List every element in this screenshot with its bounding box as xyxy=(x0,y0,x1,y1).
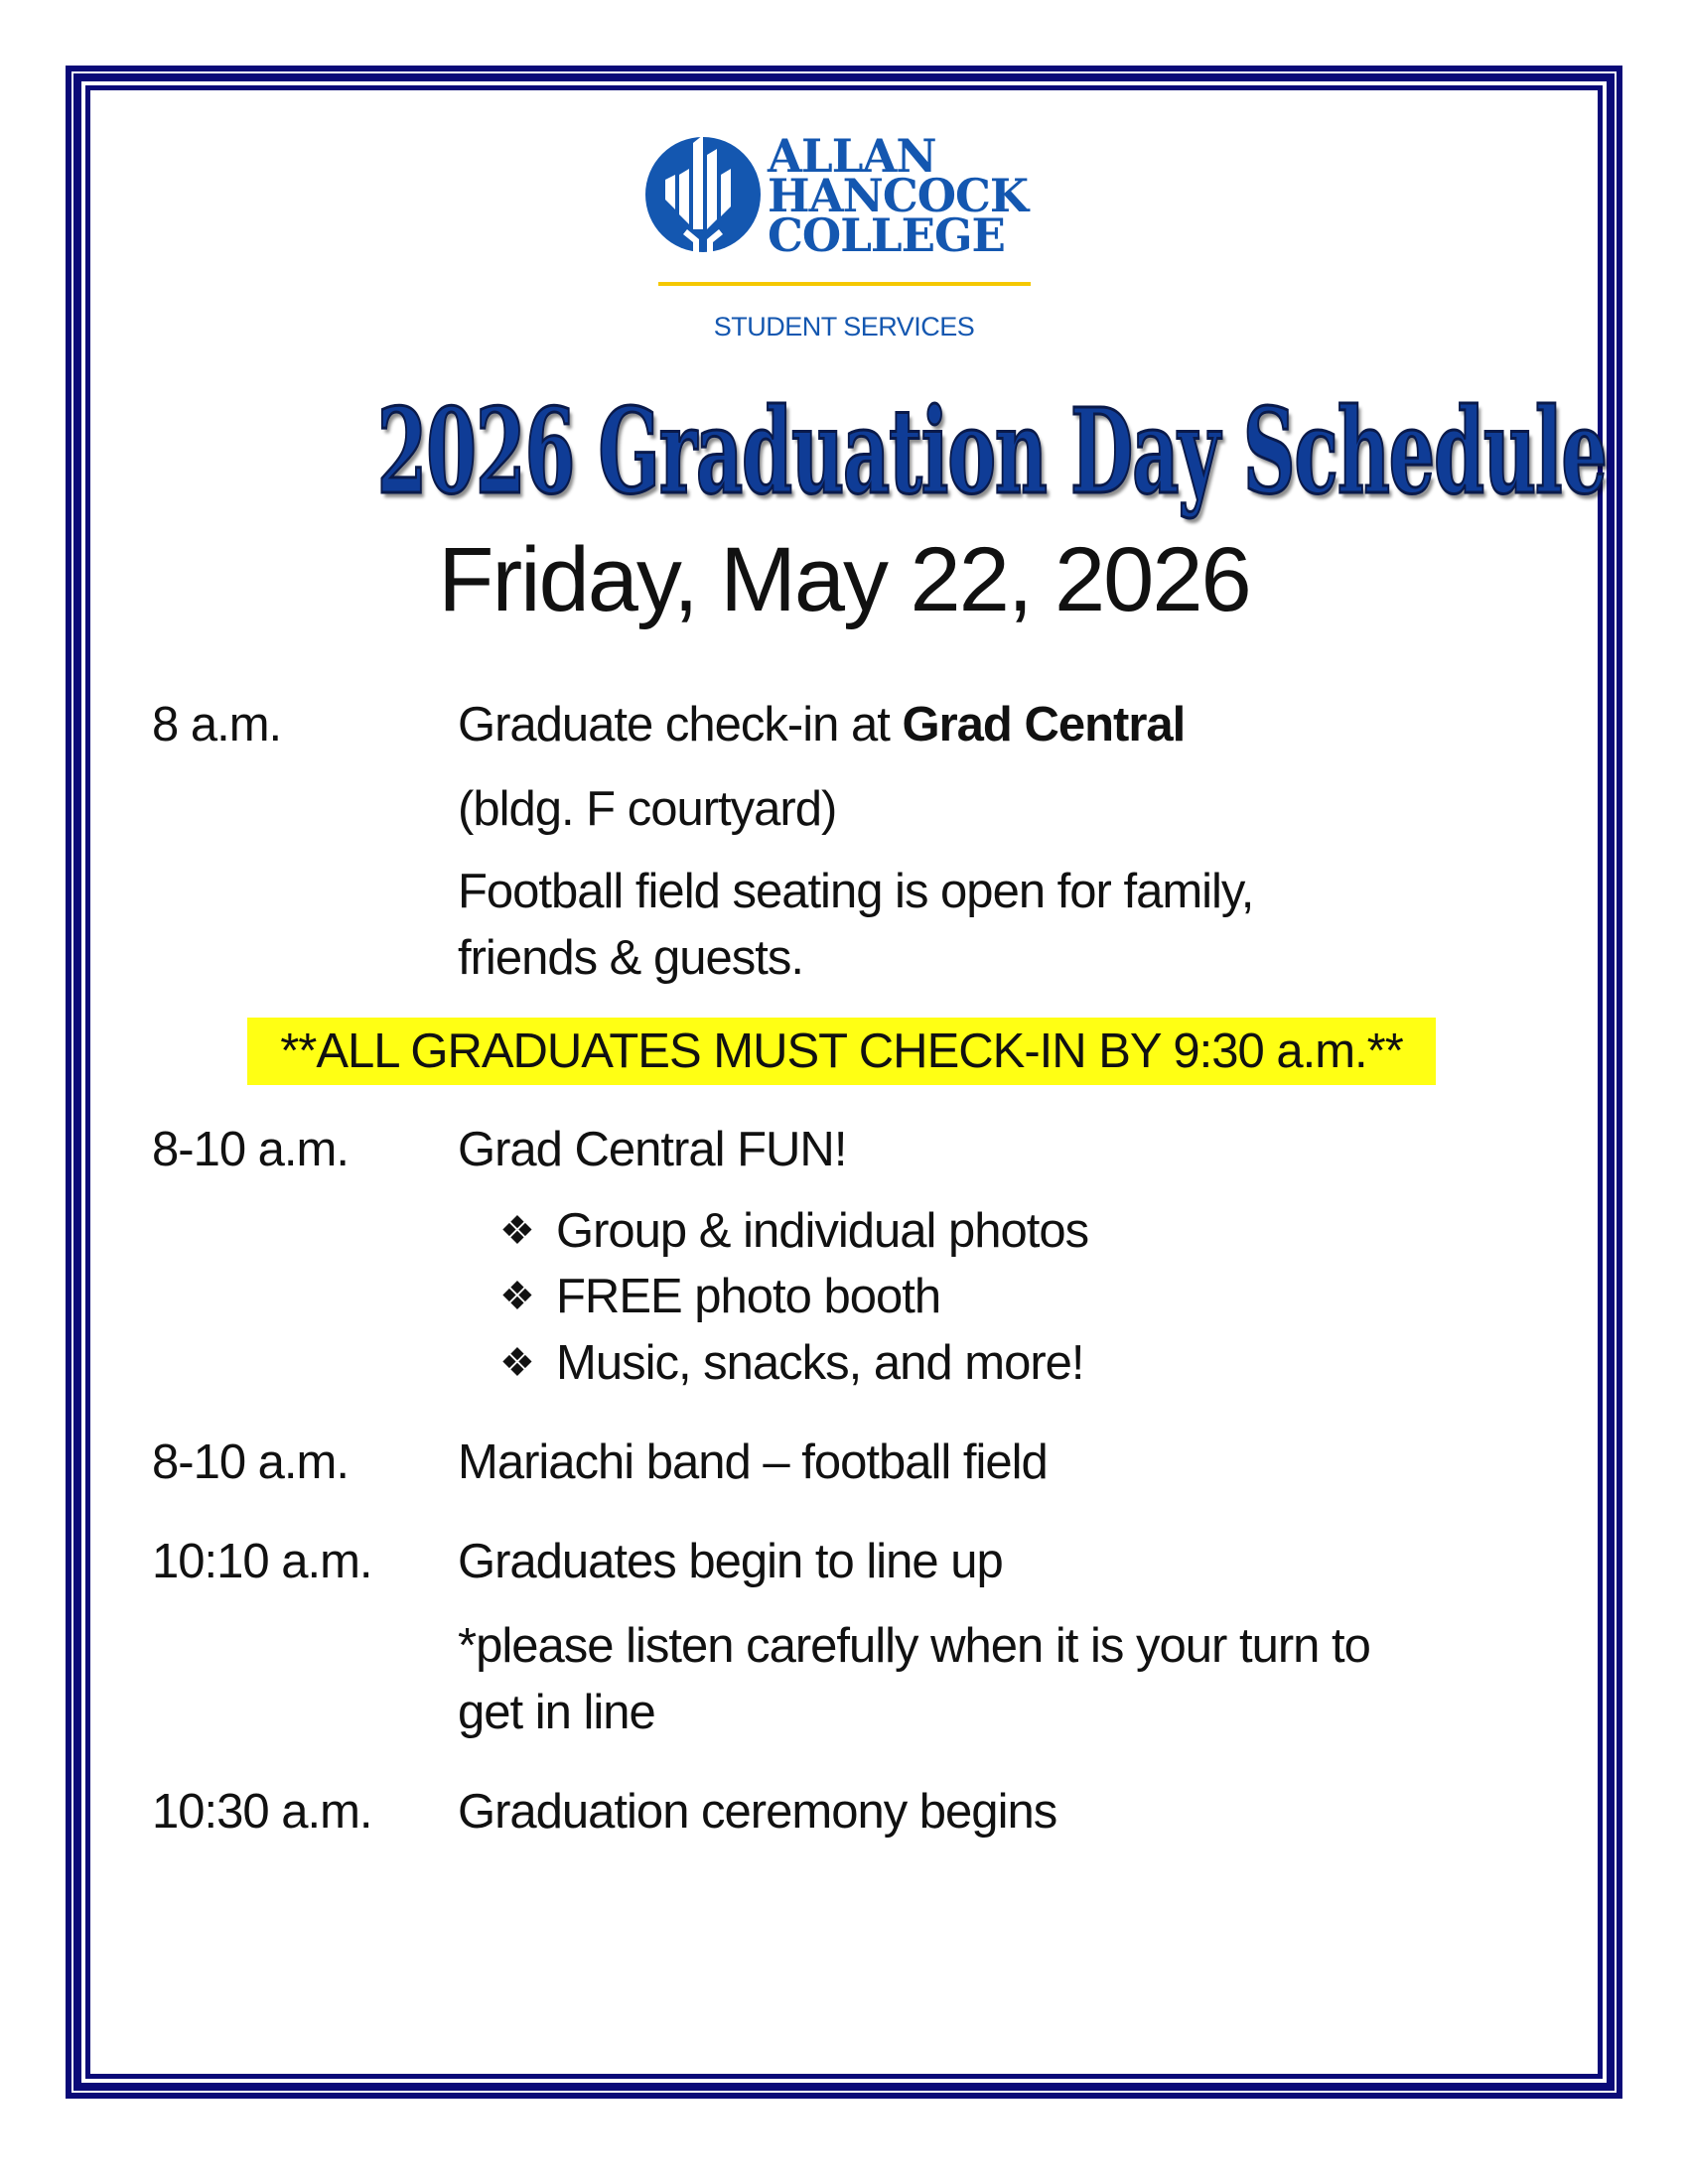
logo-line-allan: ALLAN xyxy=(768,129,936,183)
schedule-time: 10:30 a.m. xyxy=(152,1785,372,1839)
diamond-bullet-icon: ❖ xyxy=(499,1341,534,1385)
schedule-item-text: *please listen carefully when it is your turn to xyxy=(458,1619,1370,1673)
college-emblem-icon xyxy=(643,135,763,254)
schedule-item-text xyxy=(458,695,1185,754)
schedule-item-text: Grad Central FUN! xyxy=(458,1123,847,1176)
checkin-deadline-notice: **ALL GRADUATES MUST CHECK-IN BY 9:30 a.m.** xyxy=(247,1018,1436,1085)
schedule-time: 8 a.m. xyxy=(152,698,282,751)
schedule-time: 8-10 a.m. xyxy=(152,1123,349,1176)
schedule-item-text: Mariachi band – football field xyxy=(458,1435,1048,1489)
logo-line-college: COLLEGE xyxy=(768,208,1005,262)
logo-line-hancock: HANCOCK xyxy=(768,169,1029,222)
schedule-item-text: get in line xyxy=(458,1686,655,1739)
page-title xyxy=(0,382,1688,520)
diamond-bullet-icon: ❖ xyxy=(499,1275,534,1318)
bullet-item: Group & individual photos xyxy=(556,1204,1089,1258)
checkin-location: Grad Central xyxy=(902,698,1186,751)
schedule-item-text: Graduation ceremony begins xyxy=(458,1785,1057,1839)
bullet-item: FREE photo booth xyxy=(556,1270,941,1323)
page-title-text: 2026 Graduation Day Schedule xyxy=(376,382,1607,520)
schedule-item-text: (bldg. F courtyard) xyxy=(458,782,837,836)
logo-divider xyxy=(658,282,1031,286)
diamond-bullet-icon: ❖ xyxy=(499,1209,534,1253)
event-date: Friday, May 22, 2026 xyxy=(438,529,1250,630)
schedule-item-text: Graduates begin to line up xyxy=(458,1535,1003,1588)
schedule-time: 8-10 a.m. xyxy=(152,1435,349,1489)
checkin-text: Graduate check-in at xyxy=(458,698,903,751)
schedule-item-text: Football field seating is open for family, xyxy=(458,865,1254,918)
schedule-time: 10:10 a.m. xyxy=(152,1535,372,1588)
schedule-item-text: friends & guests. xyxy=(458,931,803,985)
department-name: STUDENT SERVICES xyxy=(713,312,975,341)
bullet-item: Music, snacks, and more! xyxy=(556,1336,1084,1390)
